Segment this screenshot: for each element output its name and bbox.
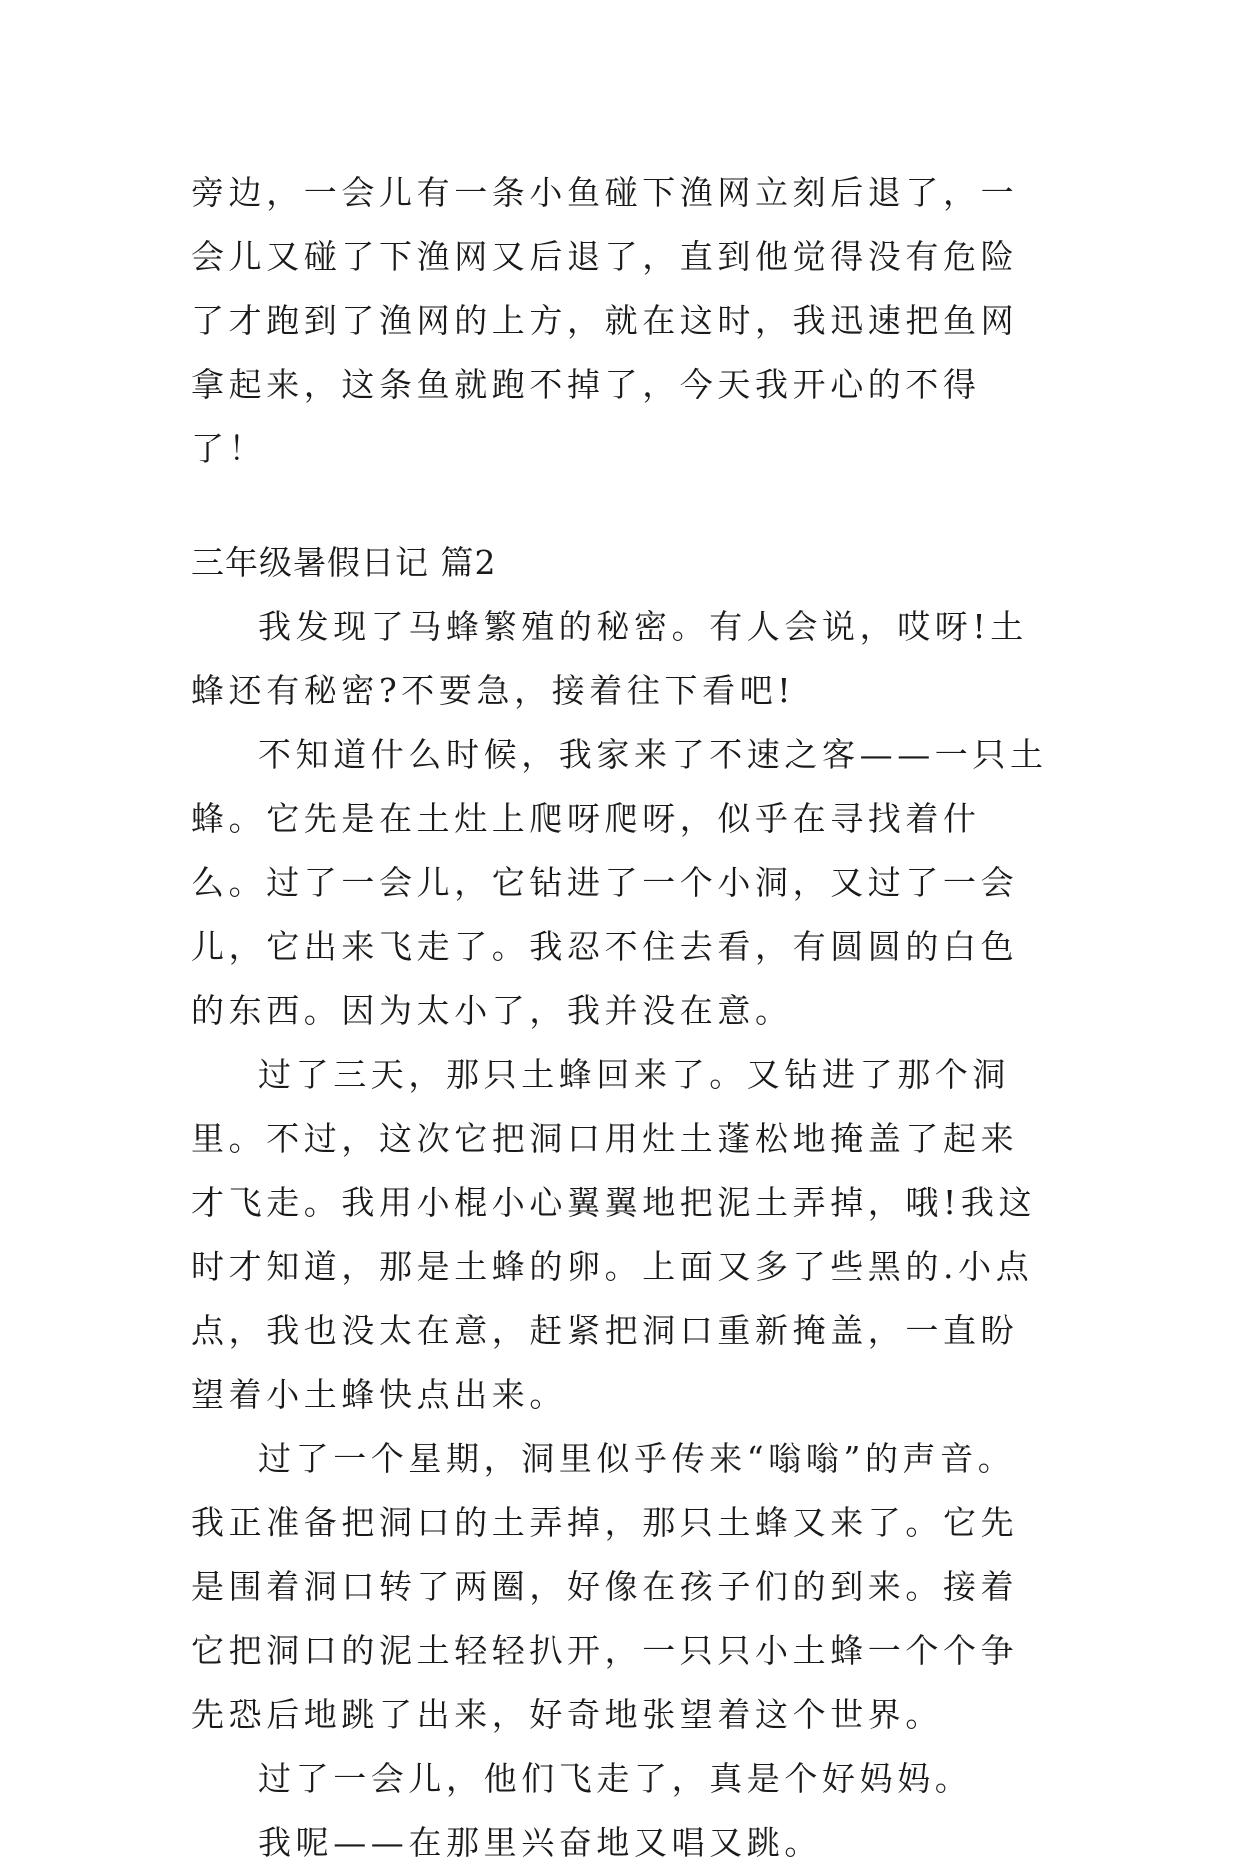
paragraph-2: 不知道什么时候，我家来了不速之客——一只土蜂。它先是在土灶上爬呀爬呀，似乎在寻找着什么。过了一会儿，它钻进了一个小洞，又过了一会儿，它出来飞走了。我忍不住去看，有圆圆的白色的东西。因为太小了，我并没在意。 <box>191 735 1048 1030</box>
paragraph-6: 我呢——在那里兴奋地又唱又跳。 <box>258 1823 822 1862</box>
section-gap <box>191 481 1051 531</box>
paragraph-3: 过了三天，那只土蜂回来了。又钻进了那个洞里。不过，这次它把洞口用灶土蓬松地掩盖了起来才飞走。我用小棍小心翼翼地把泥土弄掉，哦!我这时才知道，那是土蜂的卵。上面又多了些黑的.小点点，我也没太在意，赶紧把洞口重新掩盖，一直盼望着小土蜂快点出来。 <box>191 1055 1037 1414</box>
paragraph-5: 过了一会儿，他们飞走了，真是个好妈妈。 <box>258 1759 973 1798</box>
section-title: 三年级暑假日记 篇2 <box>191 543 497 582</box>
document-body <box>191 161 1051 1875</box>
paragraph-1: 我发现了马蜂繁殖的秘密。有人会说，哎呀!土蜂还有秘密?不要急，接着往下看吧! <box>191 607 1028 710</box>
paragraph-4: 过了一个星期，洞里似乎传来“嗡嗡”的声音。我正准备把洞口的土弄掉，那只土蜂又来了。它先是围着洞口转了两圈，好像在孩子们的到来。接着它把洞口的泥土轻轻扒开，一只只小土蜂一个个争先恐后地跳了出来，好奇地张望着这个世界。 <box>191 1439 1019 1734</box>
continued-paragraph: 旁边，一会儿有一条小鱼碰下渔网立刻后退了，一会儿又碰了下渔网又后退了，直到他觉得没有危险了才跑到了渔网的上方，就在这时，我迅速把鱼网拿起来，这条鱼就跑不掉了，今天我开心的不得了！ <box>191 173 1019 468</box>
